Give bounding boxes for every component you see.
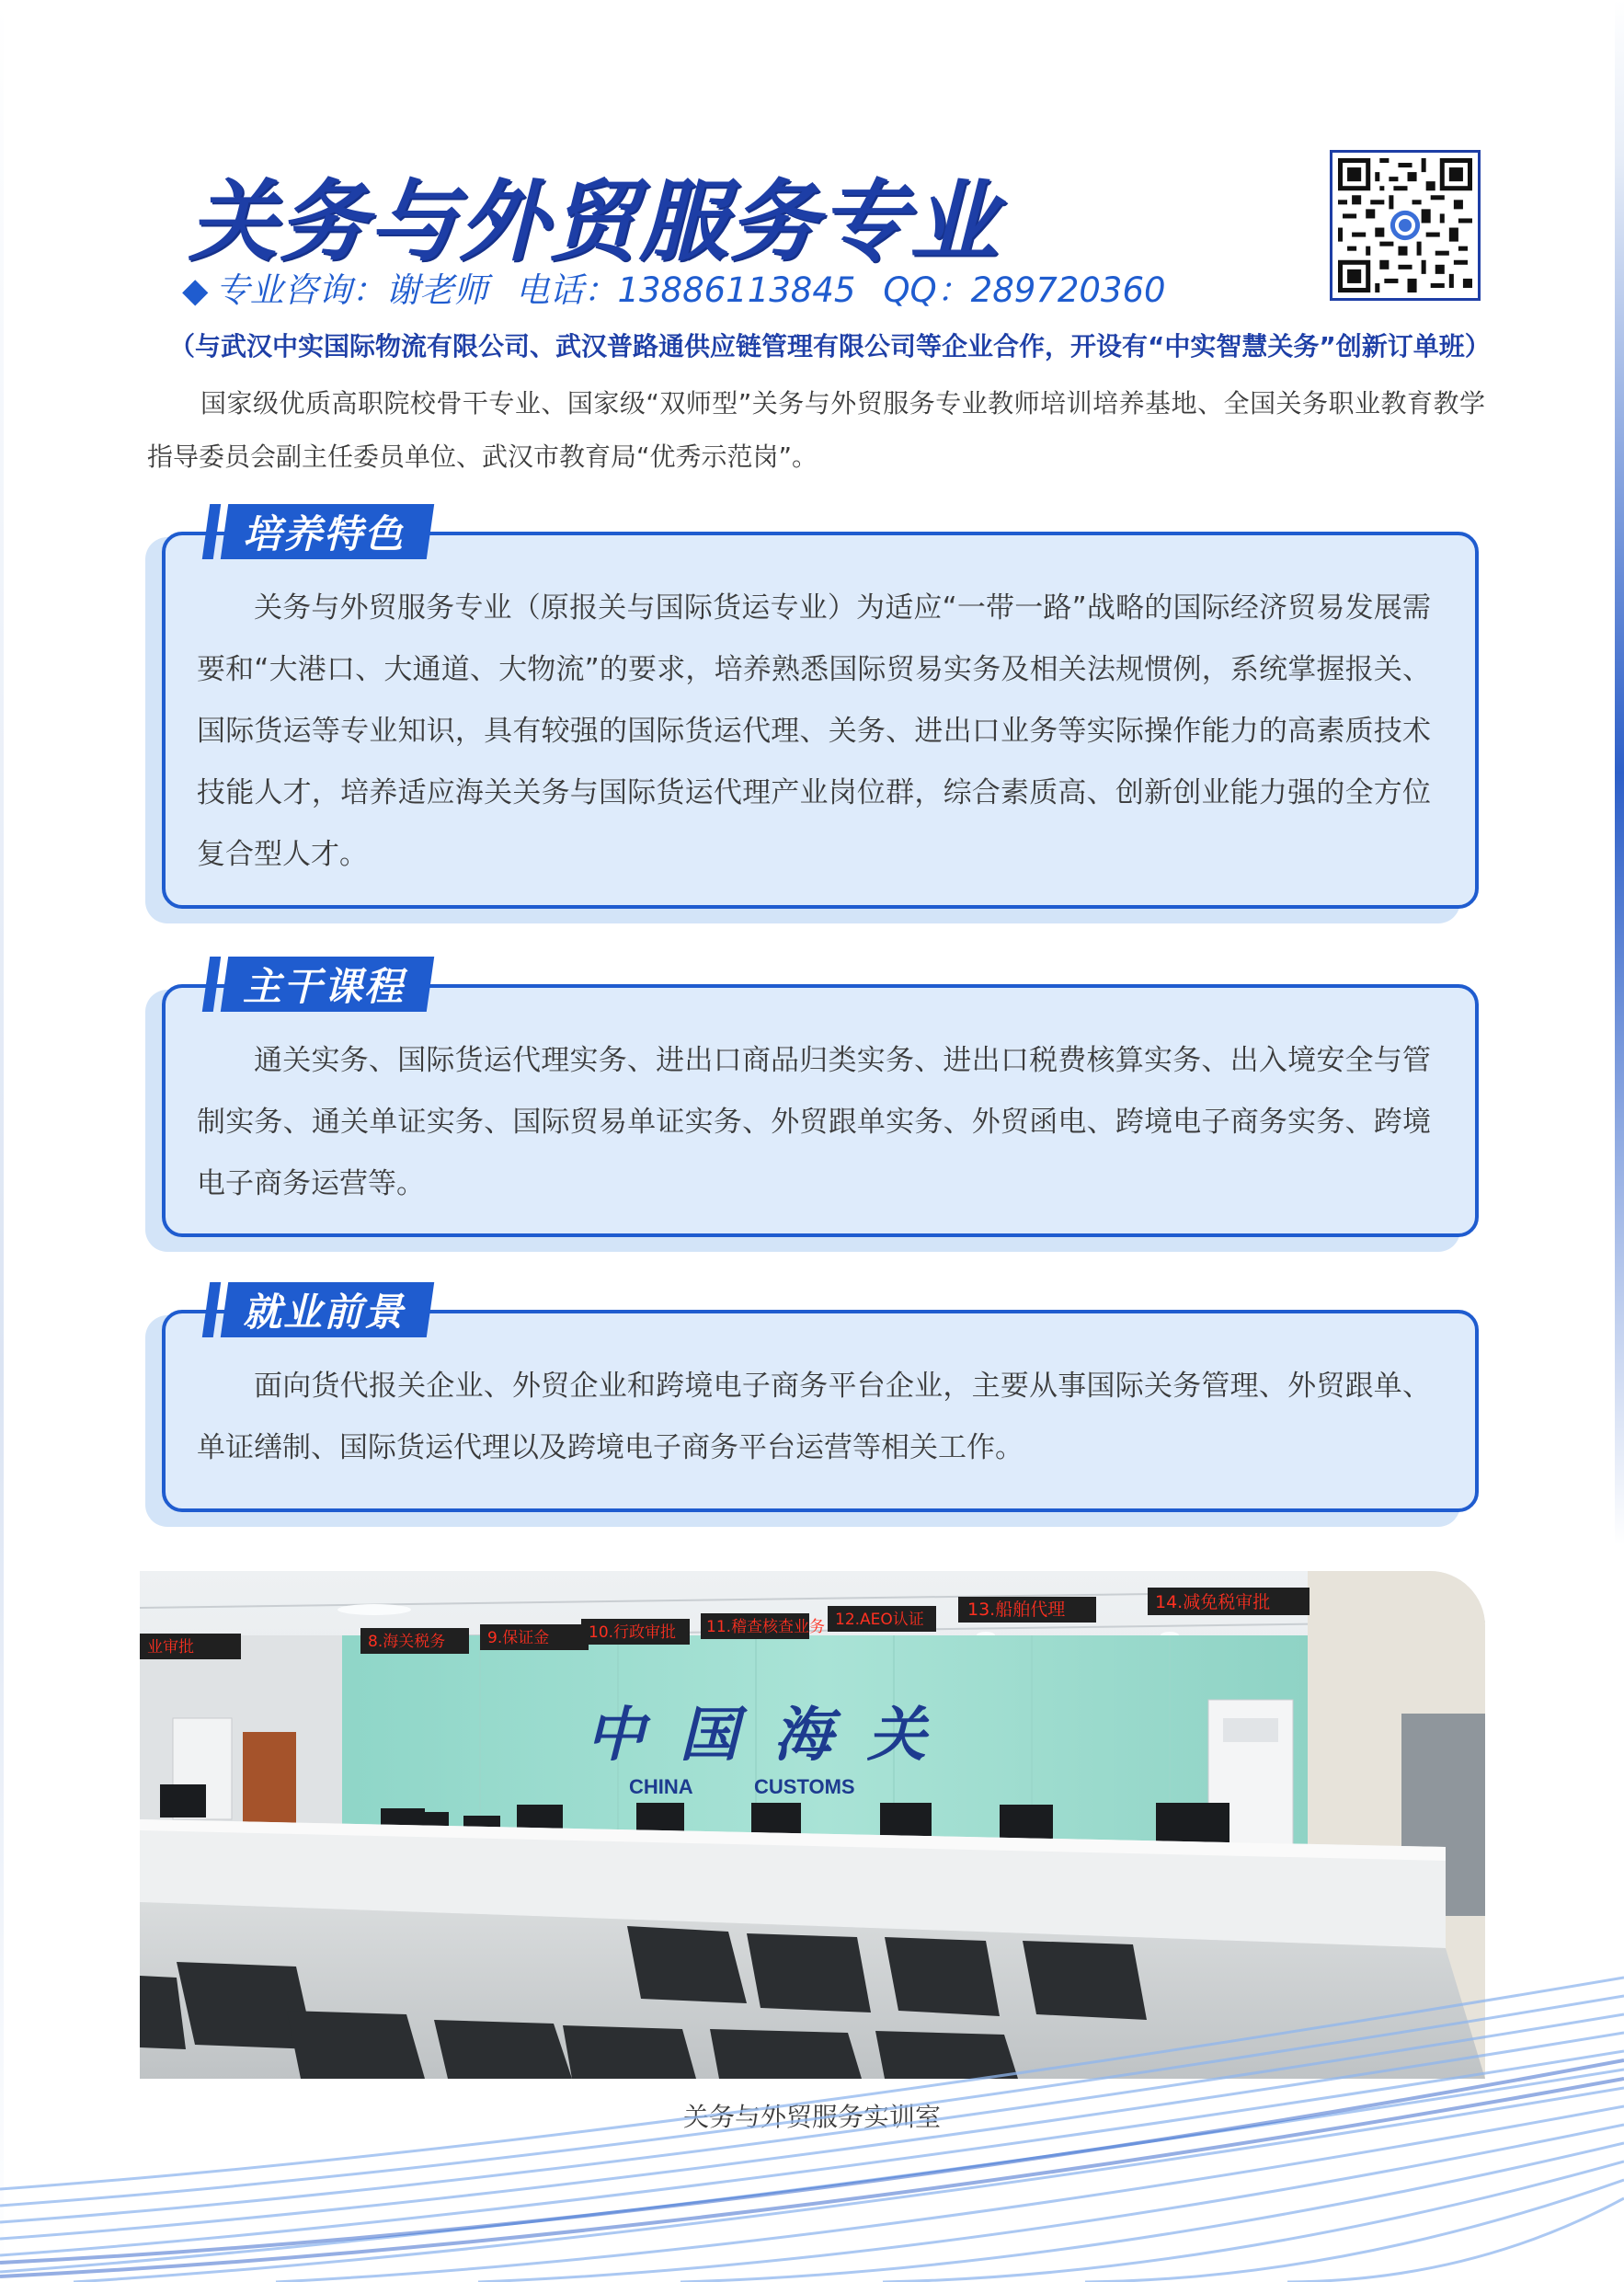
diamond-icon: ◆	[182, 270, 209, 310]
photo-caption: 关务与外贸服务实训室	[682, 2102, 941, 2132]
section-title: 就业前景	[243, 1290, 406, 1335]
wall-title: 中国海关	[586, 1701, 961, 1770]
qr-code[interactable]	[1330, 150, 1481, 301]
led-sign: 11.稽查核查业务	[706, 1618, 826, 1636]
section-tab	[206, 1282, 430, 1337]
section-body: 通关实务、国际货运代理实务、进出口商品归类实务、进出口税费核算实务、出入境安全与管制实务、通关单证实务、国际贸易单证实务、外贸跟单实务、外贸函电、跨境电子商务实务、跨境电子商务运营等。	[197, 1044, 1431, 1200]
led-sign: 业审批	[147, 1638, 194, 1657]
consult-teacher: 专业咨询：谢老师	[215, 270, 488, 310]
led-sign: 10.行政审批	[589, 1623, 677, 1642]
page-title: 关务与外贸服务专业	[189, 170, 1000, 273]
section-tab	[206, 504, 430, 559]
led-sign: 14.减免税审批	[1155, 1592, 1271, 1612]
section-core-courses	[145, 957, 1479, 1237]
led-sign: 13.船舶代理	[967, 1600, 1066, 1620]
right-edge-line	[1615, 0, 1624, 1545]
section-tab	[206, 957, 430, 1012]
section-title: 主干课程	[243, 964, 406, 1009]
section-body: 关务与外贸服务专业（原报关与国际货运专业）为适应“一带一路”战略的国际经济贸易发展需要和“大港口、大通道、大物流”的要求，培养熟悉国际贸易实务及相关法规惯例，系统掌握报关、国际货运等专业知识，具有较强的国际货运代理、关务、进出口业务等实际操作能力的高素质技术技能人才，培养适应海关关务与国际货运代理产业岗位群，综合素质高、创新创业能力强的全方位复合型人才。	[197, 591, 1431, 871]
section-title: 培养特色	[243, 511, 406, 556]
phone-number: 电话：13886113845	[515, 270, 856, 310]
decorative-stripes	[0, 1959, 1624, 2282]
partner-note: （与武汉中实国际物流有限公司、武汉普路通供应链管理有限公司等企业合作，开设有“中实智慧关务”创新订单班）	[169, 331, 1491, 361]
wall-en-china: CHINA	[629, 1775, 693, 1798]
intro-paragraph: 国家级优质高职院校骨干专业、国家级“双师型”关务与外贸服务专业教师培训培养基地、全国关务职业教育教学指导委员会副主任委员单位、武汉市教育局“优秀示范岗”。	[147, 388, 1485, 472]
left-edge-line	[0, 0, 4, 2282]
led-sign: 9.保证金	[487, 1629, 550, 1647]
section-training-features	[145, 504, 1479, 909]
wall-en-customs: CUSTOMS	[754, 1775, 855, 1798]
led-sign: 8.海关税务	[368, 1633, 446, 1651]
qr-code-icon	[1338, 158, 1472, 292]
contact-line	[182, 262, 1166, 312]
section-employment-prospects	[145, 1282, 1479, 1512]
section-body: 面向货代报关企业、外贸企业和跨境电子商务平台企业，主要从事国际关务管理、外贸跟单、单证缮制、国际货运代理以及跨境电子商务平台运营等相关工作。	[197, 1370, 1431, 1464]
led-sign: 12.AEO认证	[835, 1611, 924, 1629]
qq-number: QQ：289720360	[883, 270, 1166, 310]
